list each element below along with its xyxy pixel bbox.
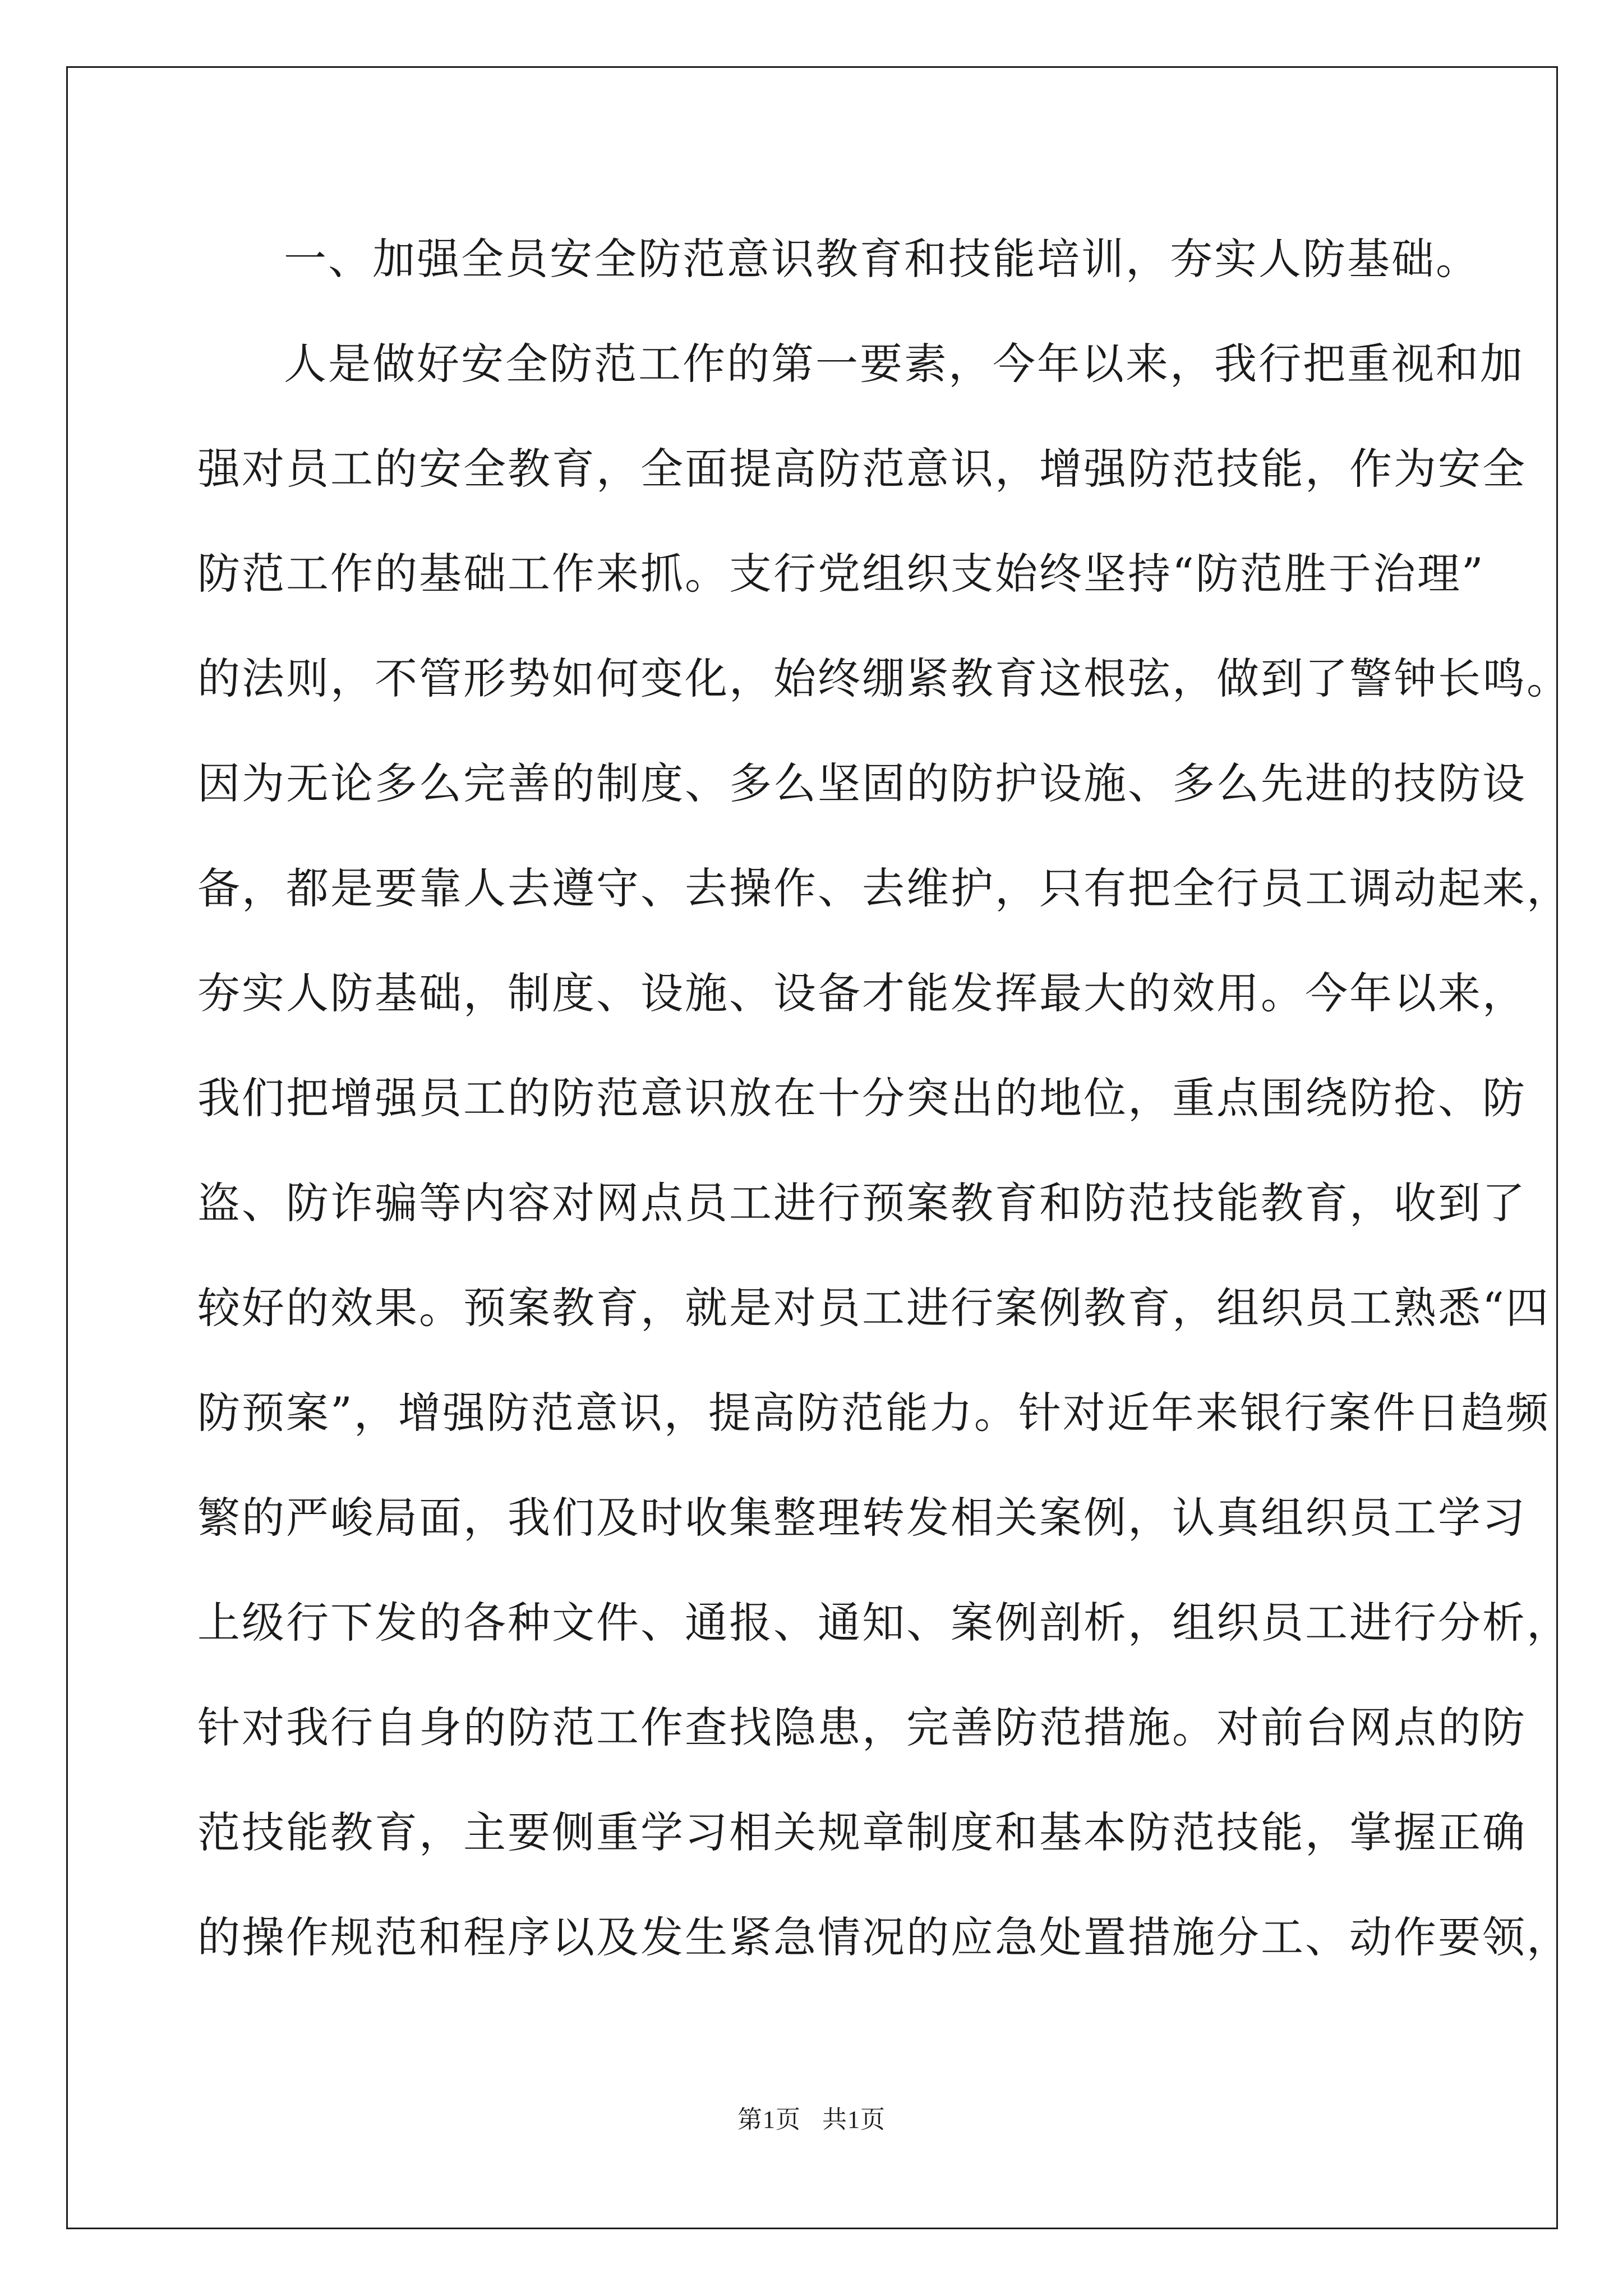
paragraph-line: 上级行下发的各种文件、通报、通知、案例剖析，组织员工进行分析，	[197, 1598, 1571, 1648]
section-heading: 一、加强全员安全防范意识教育和技能培训，夯实人防基础。	[284, 234, 1480, 284]
paragraph-line: 夯实人防基础，制度、设施、设备才能发挥最大的效用。今年以来，	[197, 968, 1527, 1018]
paragraph-line: 范技能教育，主要侧重学习相关规章制度和基本防范技能，掌握正确	[197, 1807, 1527, 1857]
page-footer	[0, 2099, 1623, 2135]
paragraph-line: 盗、防诈骗等内容对网点员工进行预案教育和防范技能教育，收到了	[197, 1178, 1527, 1228]
paragraph-line: 繁的严峻局面，我们及时收集整理转发相关案例，认真组织员工学习	[197, 1493, 1527, 1543]
paragraph-line: 防预案”，增强防范意识，提高防范能力。针对近年来银行案件日趋频	[197, 1388, 1550, 1438]
paragraph-line: 较好的效果。预案教育，就是对员工进行案例教育，组织员工熟悉“四	[197, 1283, 1550, 1333]
paragraph-line: 的操作规范和程序以及发生紧急情况的应急处置措施分工、动作要领，	[197, 1912, 1571, 1962]
page-total: 共1页	[822, 2106, 886, 2133]
paragraph-line: 我们把增强员工的防范意识放在十分突出的地位，重点围绕防抢、防	[197, 1073, 1527, 1123]
paragraph-line: 的法则，不管形势如何变化，始终绷紧教育这根弦，做到了警钟长鸣。	[197, 654, 1571, 703]
paragraph-line: 因为无论多么完善的制度、多么坚固的防护设施、多么先进的技防设	[197, 758, 1527, 808]
paragraph-line: 备，都是要靠人去遵守、去操作、去维护，只有把全行员工调动起来，	[197, 863, 1571, 913]
page-number: 第1页	[737, 2106, 801, 2133]
paragraph-line: 人是做好安全防范工作的第一要素，今年以来，我行把重视和加	[284, 339, 1524, 389]
paragraph-line: 防范工作的基础工作来抓。支行党组织支始终坚持“防范胜于治理”	[197, 549, 1485, 599]
paragraph-line: 强对员工的安全教育，全面提高防范意识，增强防范技能，作为安全	[197, 444, 1527, 494]
document-body	[197, 206, 1571, 1990]
paragraph-line: 针对我行自身的防范工作查找隐患，完善防范措施。对前台网点的防	[197, 1703, 1527, 1752]
